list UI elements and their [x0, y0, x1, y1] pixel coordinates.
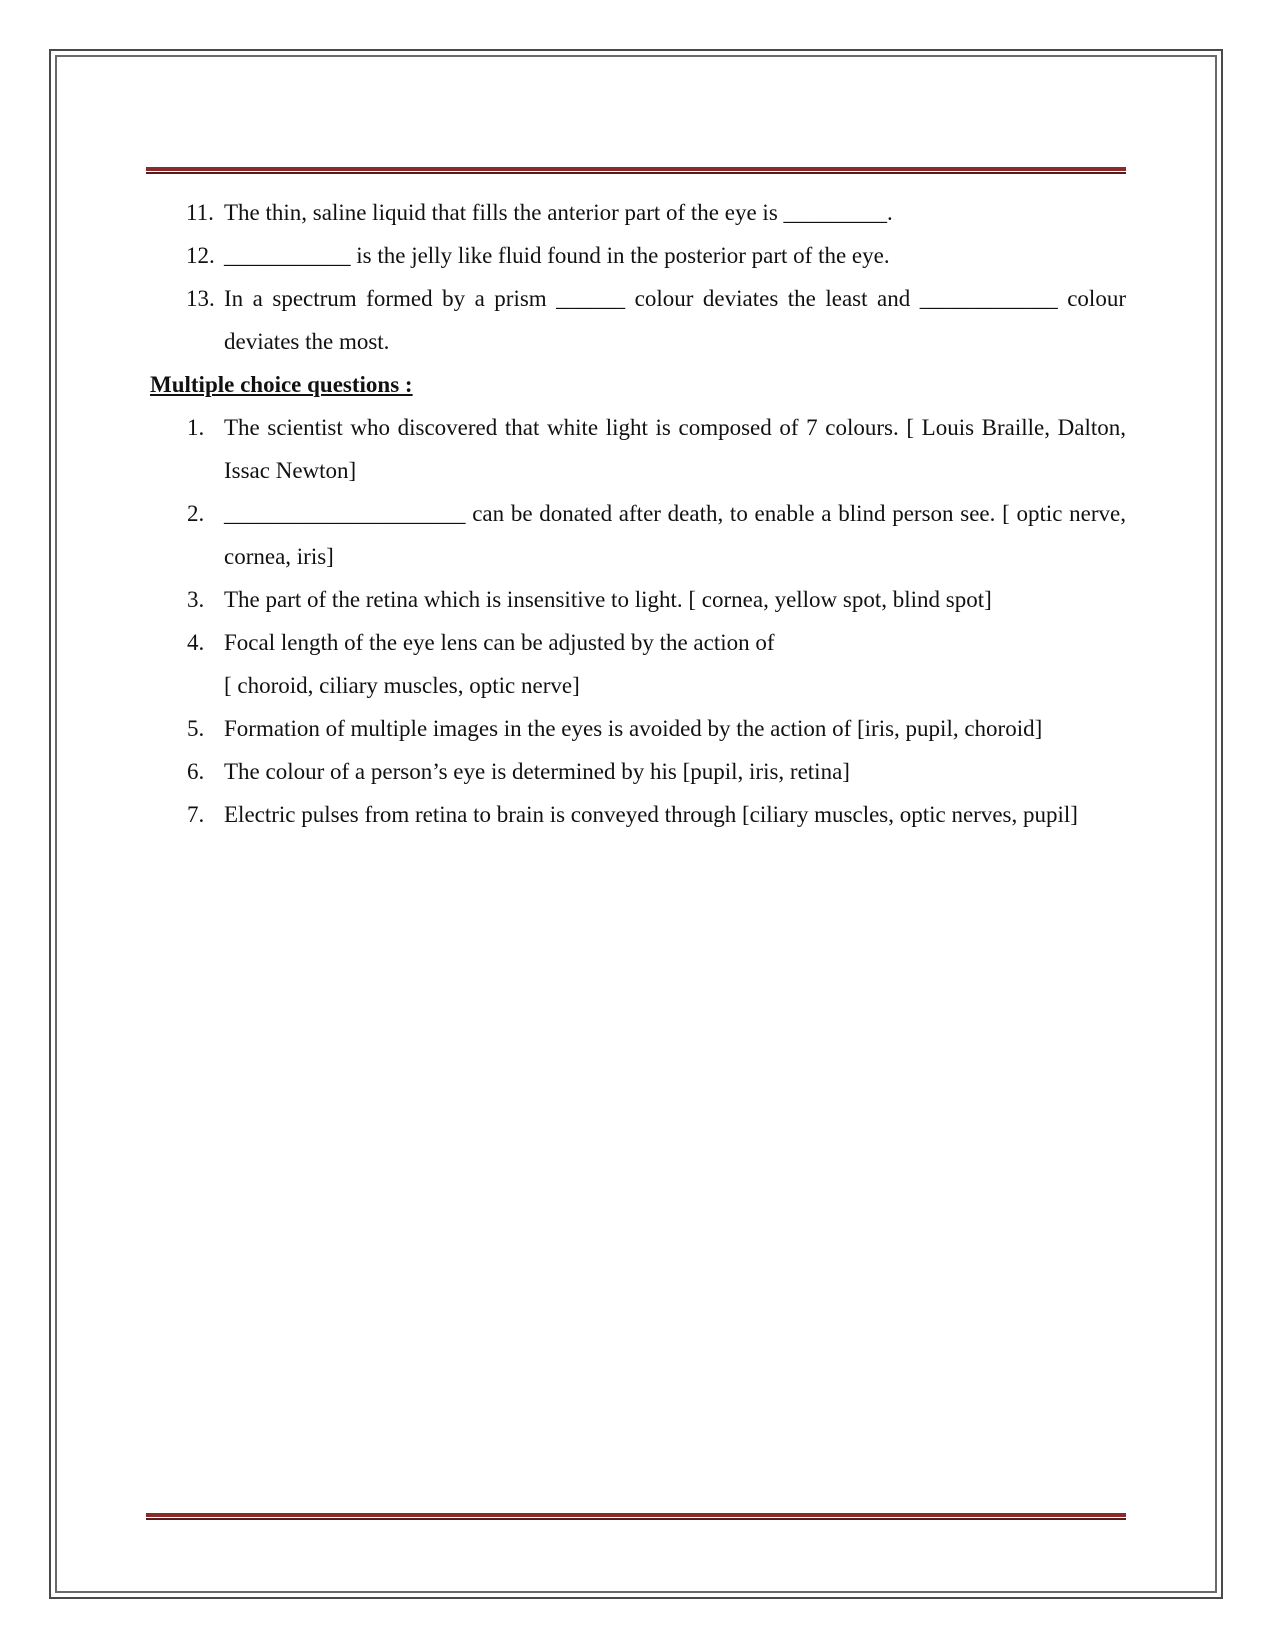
header-rule	[146, 167, 1126, 174]
question-number: 12.	[186, 243, 215, 268]
question-number: 5.	[187, 716, 205, 741]
question-number: 4.	[187, 630, 205, 655]
mcq-item-1	[150, 406, 1126, 492]
mcq-item-6	[150, 750, 1126, 793]
question-number: 13.	[186, 286, 215, 311]
question-11	[150, 191, 1126, 234]
footer-rule	[146, 1513, 1126, 1520]
question-text: The scientist who discovered that white light is composed of 7 colours. [ Louis Braille, Dalton, Issac Newton]	[224, 415, 1126, 483]
question-text: The colour of a person’s eye is determined by his [pupil, iris, retina]	[224, 759, 850, 784]
question-text: The thin, saline liquid that fills the anterior part of the eye is _________.	[224, 200, 893, 225]
mcq-item-3	[150, 578, 1126, 621]
question-number: 11.	[186, 200, 214, 225]
question-12	[150, 234, 1126, 277]
question-number: 2.	[187, 501, 205, 526]
question-options-line: [ choroid, ciliary muscles, optic nerve]	[224, 673, 580, 698]
mcq-item-7	[150, 793, 1126, 836]
question-number: 7.	[187, 802, 205, 827]
question-text: ___________ is the jelly like fluid found in the posterior part of the eye.	[224, 243, 890, 268]
question-number: 6.	[187, 759, 205, 784]
question-13	[150, 277, 1126, 363]
worksheet-content	[150, 191, 1126, 836]
mcq-item-5	[150, 707, 1126, 750]
mcq-list	[150, 406, 1126, 836]
mcq-item-2	[150, 492, 1126, 578]
question-text: Electric pulses from retina to brain is conveyed through [ciliary muscles, optic nerves, pupil]	[224, 802, 1078, 827]
question-number: 1.	[187, 415, 205, 440]
mcq-item-4	[150, 621, 1126, 707]
question-text-line-1: Focal length of the eye lens can be adjusted by the action of	[224, 630, 775, 655]
question-text: In a spectrum formed by a prism ______ colour deviates the least and ____________ colour deviates the most.	[224, 286, 1126, 354]
question-text: The part of the retina which is insensitive to light. [ cornea, yellow spot, blind spot]	[224, 587, 992, 612]
question-text: Formation of multiple images in the eyes is avoided by the action of [iris, pupil, choroid]	[224, 716, 1043, 741]
mcq-heading: Multiple choice questions :	[150, 372, 413, 397]
question-number: 3.	[187, 587, 205, 612]
question-text: _____________________ can be donated after death, to enable a blind person see. [ optic nerve, cornea, iris]	[224, 501, 1126, 569]
